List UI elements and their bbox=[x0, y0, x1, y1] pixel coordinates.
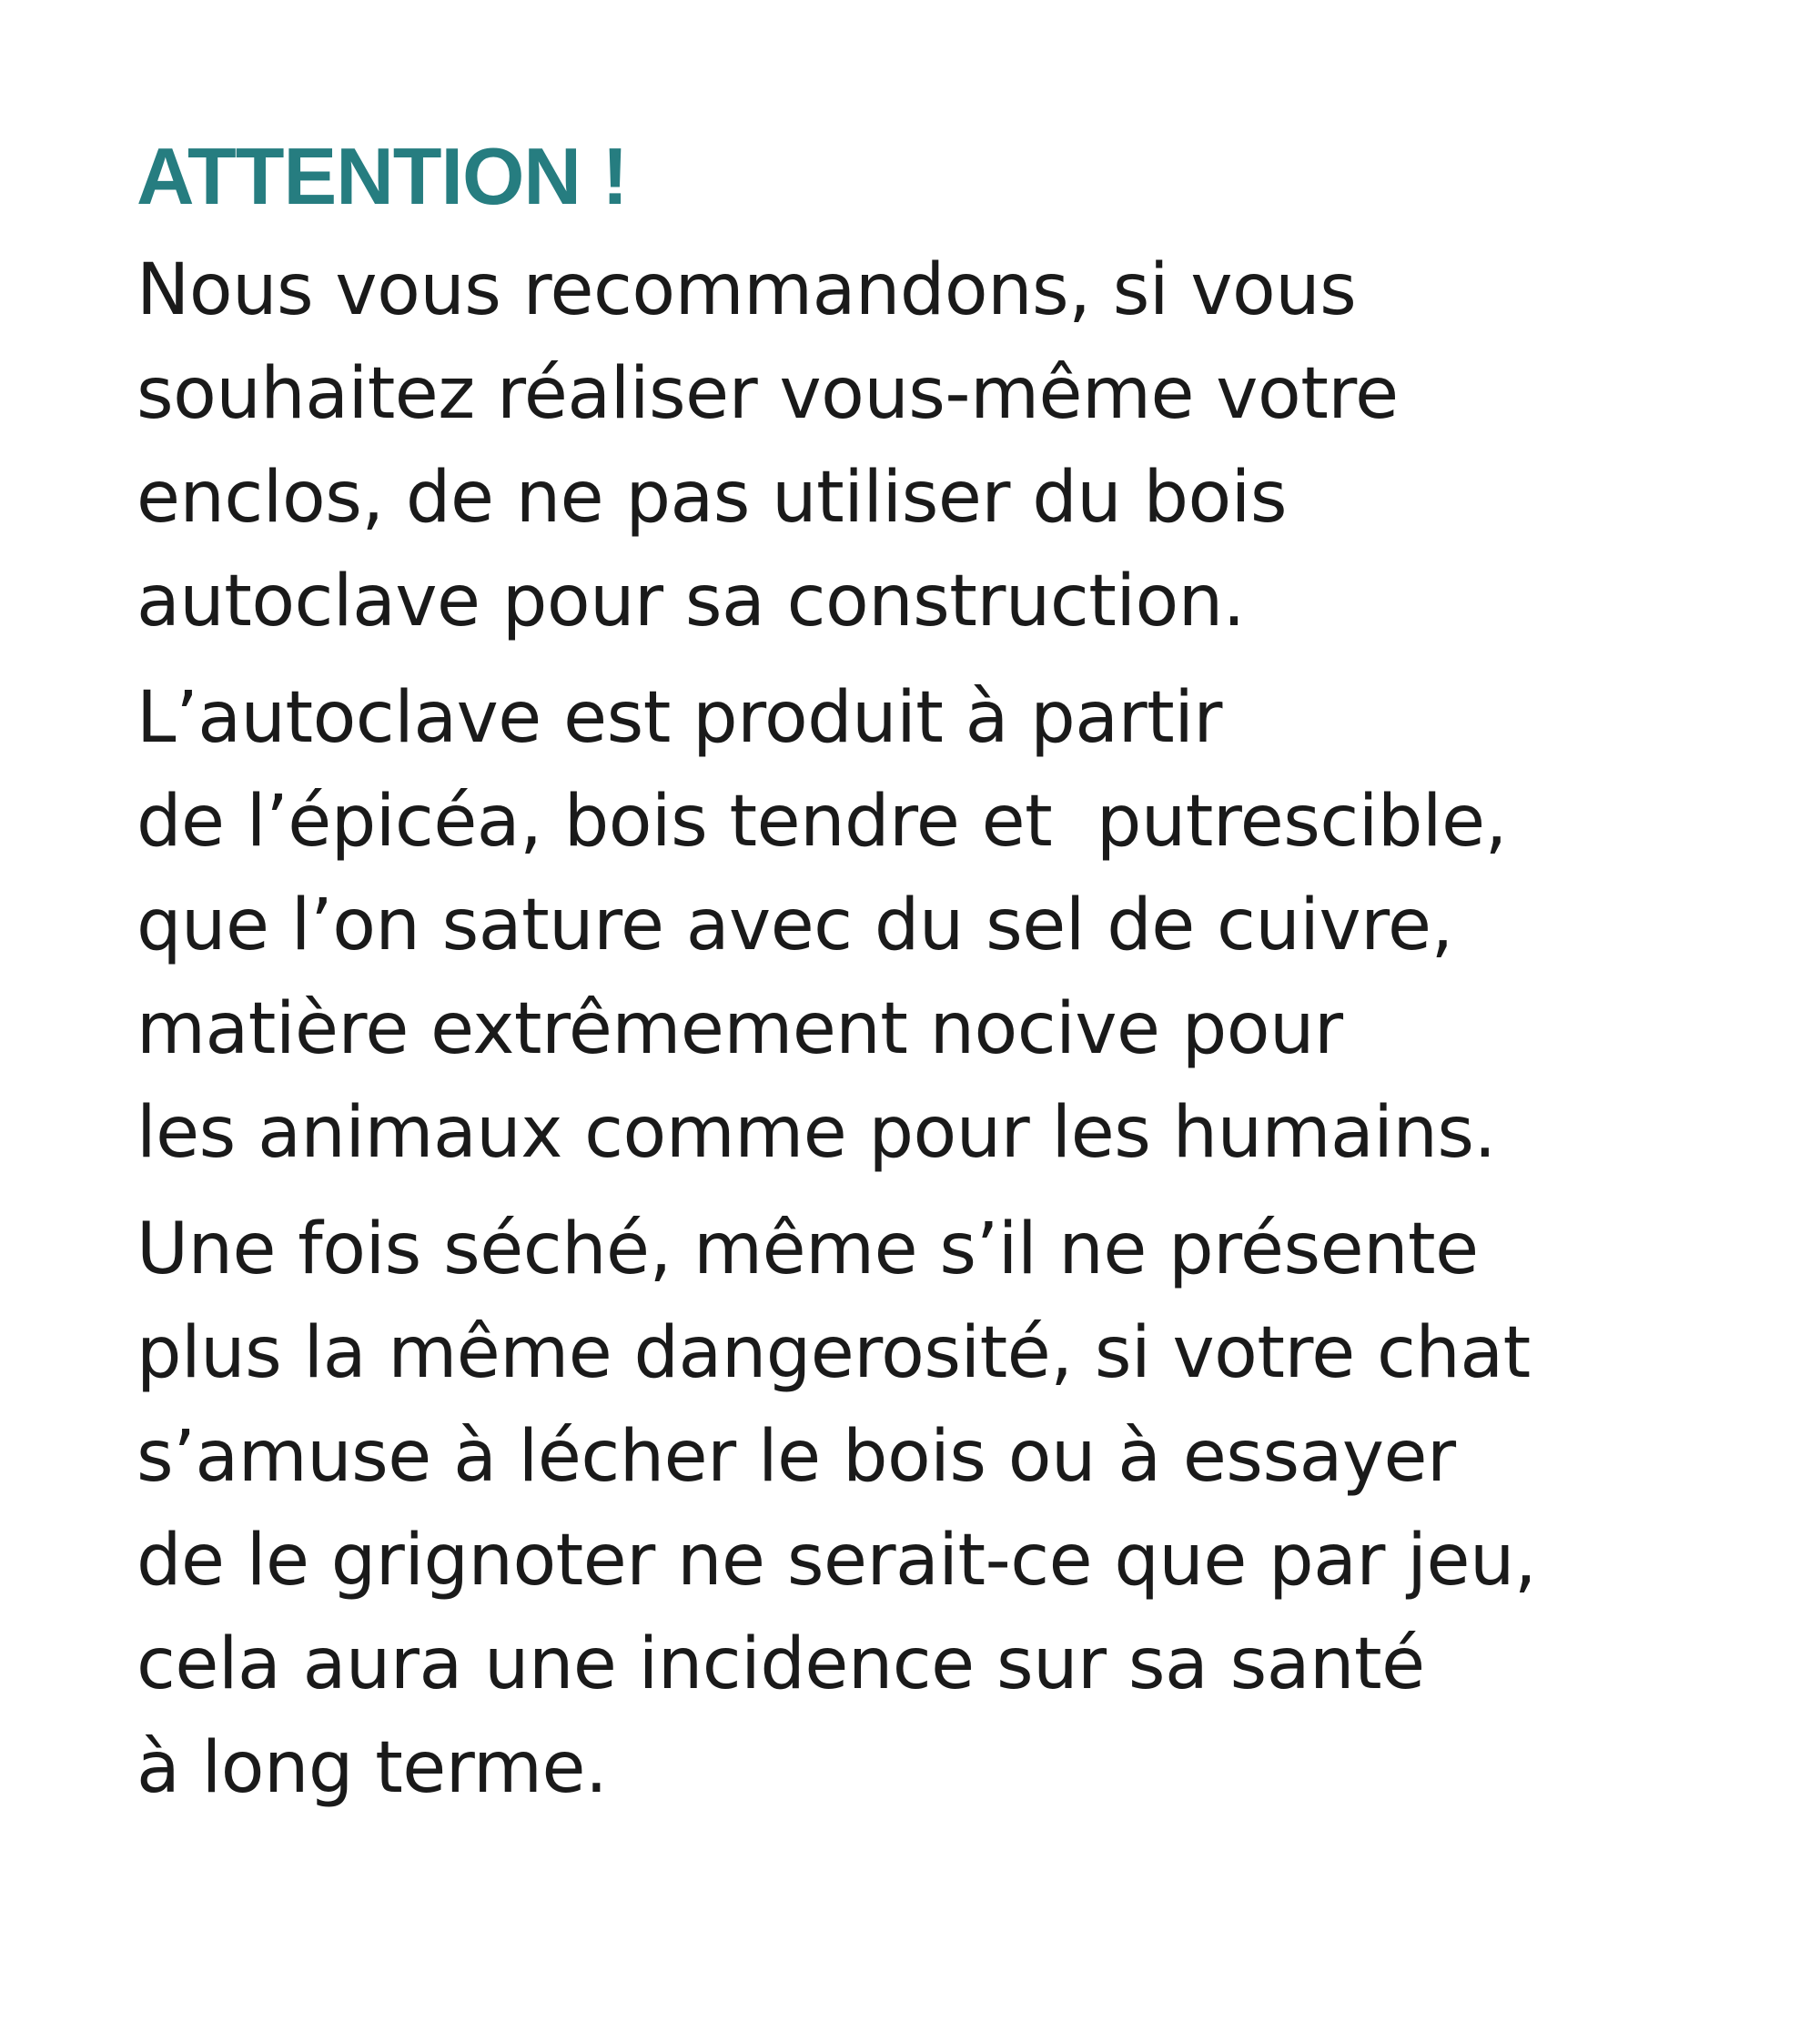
text-line: Nous vous recommandons, si vous bbox=[136, 249, 1357, 331]
text-line: matière extrêmement nocive pour bbox=[136, 988, 1343, 1070]
text-line: autoclave pour sa construction. bbox=[136, 561, 1245, 642]
paragraph-recommendation bbox=[136, 238, 1756, 653]
text-line: cela aura une incidence sur sa santé bbox=[136, 1623, 1425, 1705]
text-line: les animaux comme pour les humains. bbox=[136, 1092, 1496, 1174]
paragraph-consequence bbox=[136, 1198, 1756, 1820]
text-line: enclos, de ne pas utiliser du bois bbox=[136, 457, 1287, 539]
text-line: L’autoclave est produit à partir bbox=[136, 677, 1222, 759]
text-line: à long terme. bbox=[136, 1727, 608, 1809]
text-line: plus la même dangerosité, si votre chat bbox=[136, 1312, 1531, 1394]
paragraph-explanation bbox=[136, 666, 1756, 1185]
text-line: Une fois séché, même s’il ne présente bbox=[136, 1208, 1479, 1290]
text-line: souhaitez réaliser vous-même votre bbox=[136, 353, 1399, 435]
text-line: que l’on sature avec du sel de cuivre, bbox=[136, 885, 1453, 966]
text-line: s’amuse à lécher le bois ou à essayer bbox=[136, 1416, 1456, 1498]
warning-heading: ATTENTION ! bbox=[136, 131, 628, 221]
text-line: de le grignoter ne serait-ce que par jeu, bbox=[136, 1520, 1537, 1602]
warning-notice bbox=[136, 127, 1756, 1820]
text-line: de l’épicéa, bois tendre et putrescible, bbox=[136, 781, 1507, 863]
